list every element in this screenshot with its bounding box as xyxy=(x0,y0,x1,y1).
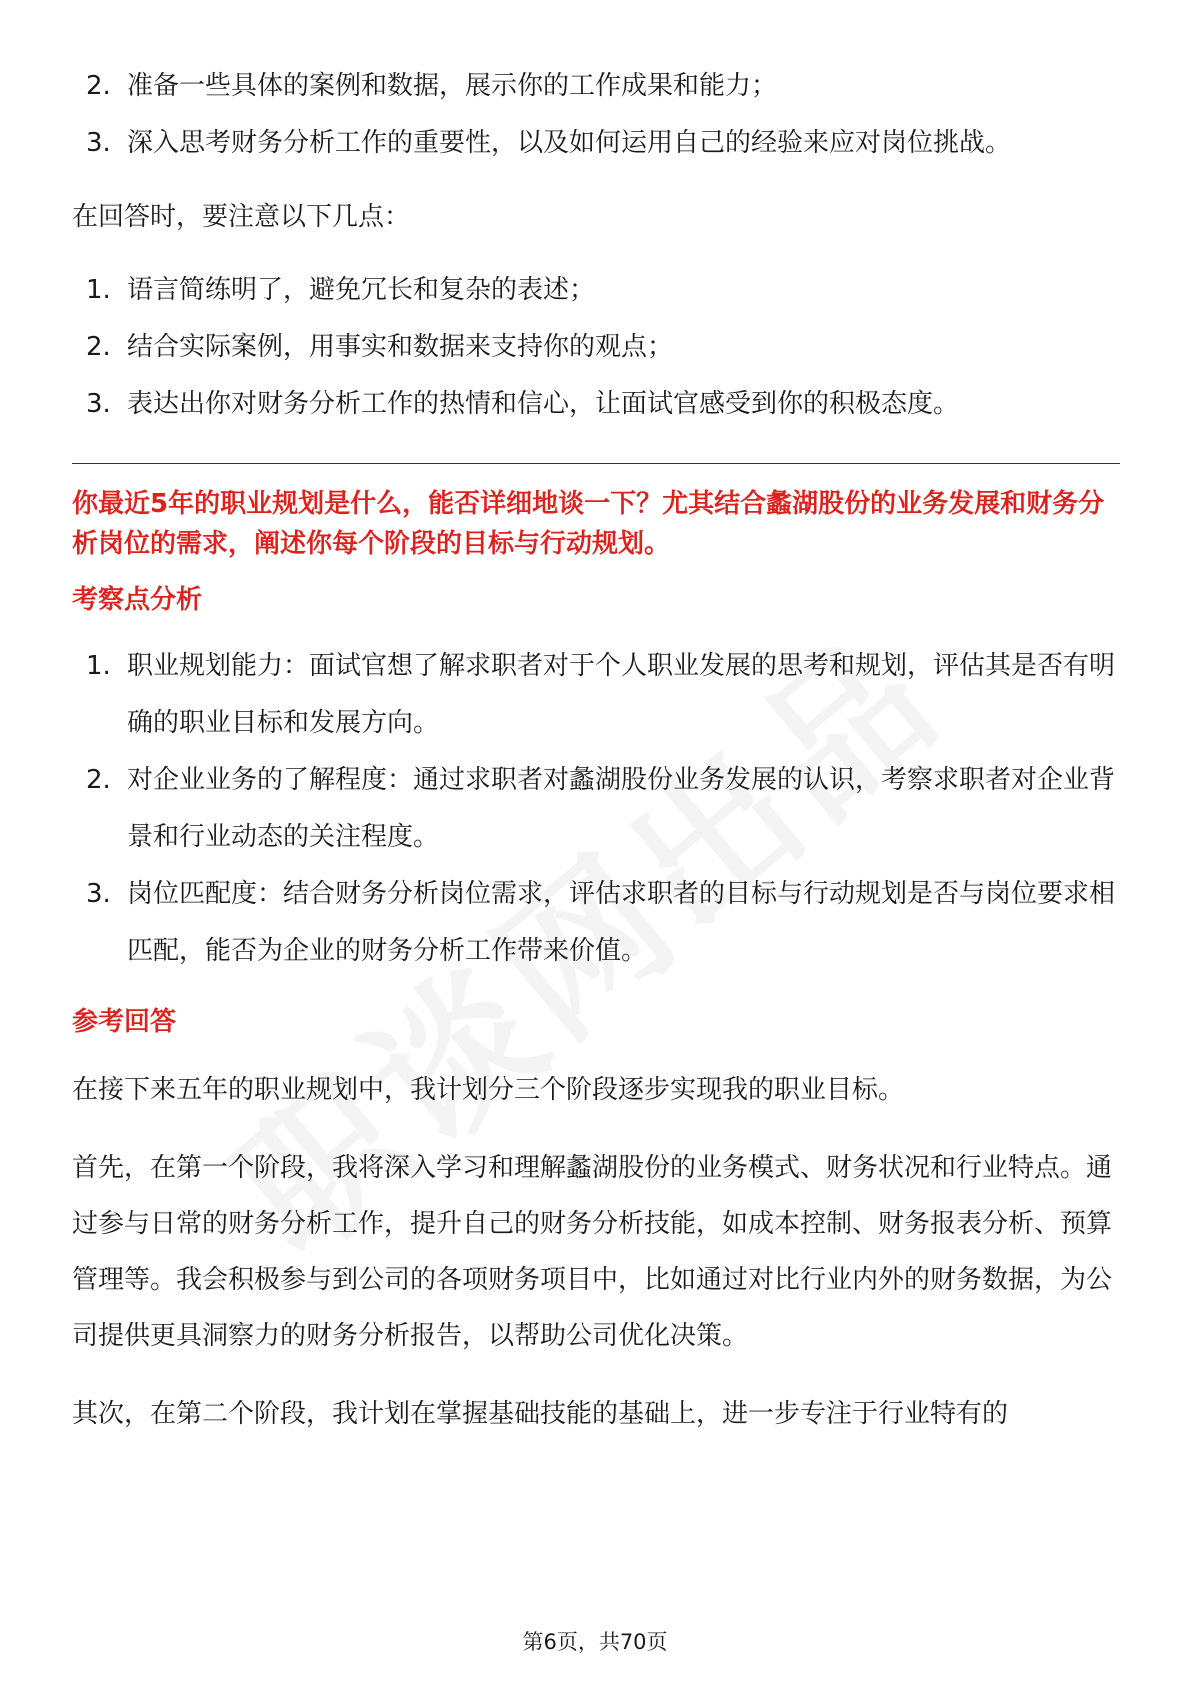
paragraph: 其次，在第二个阶段，我计划在掌握基础技能的基础上，进一步专注于行业特有的 xyxy=(72,1399,1009,1429)
answer-heading: 参考回答 xyxy=(72,1007,177,1037)
list-number: 3. xyxy=(86,389,111,419)
list-item xyxy=(72,58,1120,115)
list-text: 结合实际案例，用事实和数据来支持你的观点； xyxy=(127,332,674,362)
page-content xyxy=(72,58,1120,1442)
list-text: 职业规划能力：面试官想了解求职者对于个人职业发展的思考和规划，评估其是否有明确的职业目标和发展方向。 xyxy=(127,651,1116,738)
list-item xyxy=(72,319,1120,376)
list-text: 表达出你对财务分析工作的热情和信心，让面试官感受到你的积极态度。 xyxy=(127,389,960,419)
paragraph: 在回答时，要注意以下几点： xyxy=(72,202,411,232)
analysis-list xyxy=(72,638,1120,980)
list-text: 深入思考财务分析工作的重要性，以及如何运用自己的经验来应对岗位挑战。 xyxy=(127,128,1012,158)
list-number: 3. xyxy=(86,879,111,909)
list-text: 语言简练明了，避免冗长和复杂的表述； xyxy=(127,275,596,305)
list-text: 准备一些具体的案例和数据，展示你的工作成果和能力； xyxy=(127,71,778,101)
tips-list-continued xyxy=(72,58,1120,172)
list-item xyxy=(72,638,1120,752)
list-number: 2. xyxy=(86,765,111,795)
list-item xyxy=(72,376,1120,433)
list-item xyxy=(72,866,1120,980)
answer-tips-list xyxy=(72,262,1120,433)
list-text: 岗位匹配度：结合财务分析岗位需求，评估求职者的目标与行动规划是否与岗位要求相匹配，能否为企业的财务分析工作带来价值。 xyxy=(127,879,1116,966)
list-number: 3. xyxy=(86,128,111,158)
list-number: 2. xyxy=(86,332,111,362)
list-item xyxy=(72,262,1120,319)
interview-question: 你最近5年的职业规划是什么，能否详细地谈一下？尤其结合蠡湖股份的业务发展和财务分析岗位的需求，阐述你每个阶段的目标与行动规划。 xyxy=(72,489,1105,559)
list-number: 2. xyxy=(86,71,111,101)
page-footer: 第6页，共70页 xyxy=(522,1630,668,1654)
list-item xyxy=(72,115,1120,172)
list-text: 对企业业务的了解程度：通过求职者对蠡湖股份业务发展的认识，考察求职者对企业背景和行业动态的关注程度。 xyxy=(127,765,1116,852)
paragraph: 首先，在第一个阶段，我将深入学习和理解蠡湖股份的业务模式、财务状况和行业特点。通过参与日常的财务分析工作，提升自己的财务分析技能，如成本控制、财务报表分析、预算管理等。我会积极参与到公司的各项财务项目中，比如通过对比行业内外的财务数据，为公司提供更具洞察力的财务分析报告，以帮助公司优化决策。 xyxy=(72,1153,1113,1351)
list-item xyxy=(72,752,1120,866)
list-number: 1. xyxy=(86,651,111,681)
analysis-heading: 考察点分析 xyxy=(72,585,203,615)
list-number: 1. xyxy=(86,275,111,305)
paragraph: 在接下来五年的职业规划中，我计划分三个阶段逐步实现我的职业目标。 xyxy=(72,1075,905,1105)
